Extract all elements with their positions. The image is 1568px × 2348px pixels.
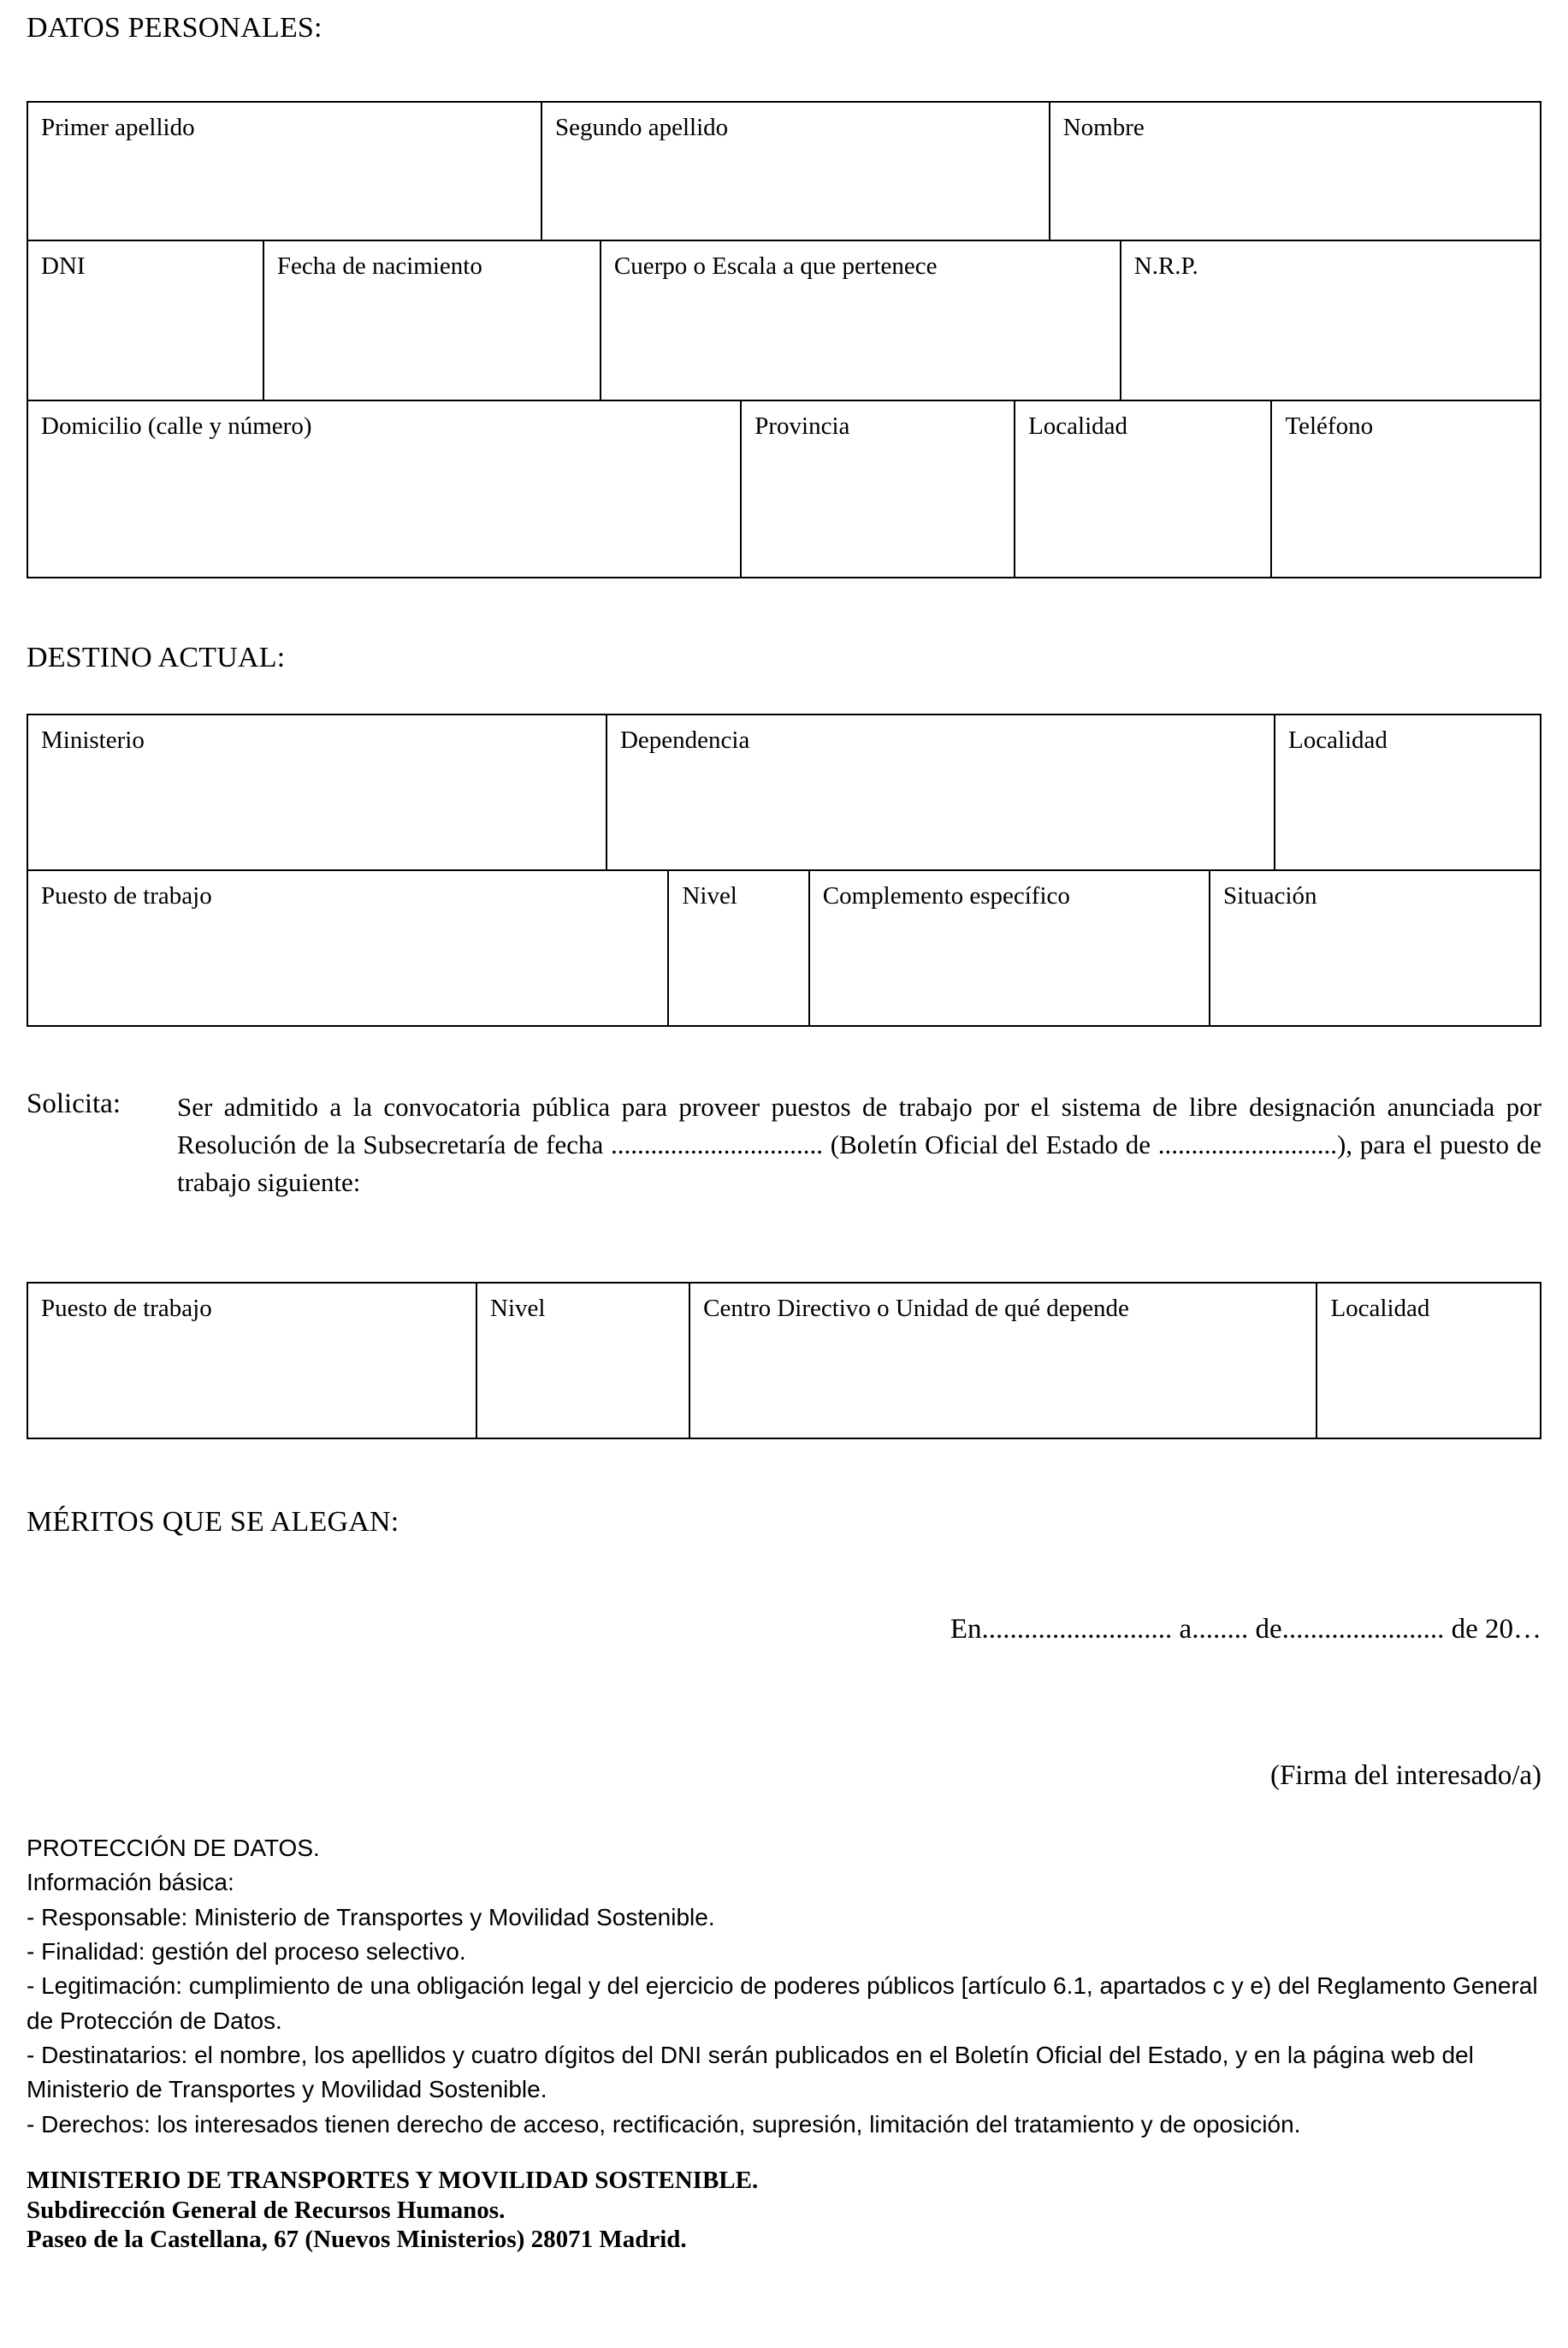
field-label: Fecha de nacimiento [276,252,482,280]
field-domicilio [28,401,740,577]
data-protection-line: - Destinatarios: el nombre, los apellidos y cuatro dígitos del DNI serán publicados en el Boletín Oficial del Estado, y en la página web del Ministerio de Transportes y Movilidad Sostenible. [27,2041,1474,2103]
field-label: Domicilio (calle y número) [41,412,312,440]
field-label: DNI [41,252,86,280]
field-centro-directivo [689,1284,1316,1438]
data-protection-line: - Legitimación: cumplimiento de una obligación legal y del ejercicio de poderes públicos [artículo 6.1, apartados c y e) del Reglamento General de Protección de Datos. [27,1972,1538,2034]
ministry-address: Paseo de la Castellana, 67 (Nuevos Ministerios) 28071 Madrid. [27,2226,687,2254]
section-title-destino-actual: DESTINO ACTUAL: [27,642,286,673]
field-nivel [667,871,808,1025]
field-puesto-solicitado [28,1284,476,1438]
puesto-solicitado-table [27,1282,1541,1439]
data-protection-line: - Derechos: los interesados tienen derecho de acceso, rectificación, supresión, limitación del tratamiento y de oposición. [27,2110,1301,2138]
table-row [28,240,1540,400]
field-ministerio [28,715,606,869]
field-localidad-destino [1274,715,1540,869]
field-label: Situación [1223,882,1317,910]
section-title-meritos: MÉRITOS QUE SE ALEGAN: [27,1506,399,1539]
field-label: Localidad [1287,726,1388,754]
data-protection-title: PROTECCIÓN DE DATOS. [27,1835,320,1862]
field-primer-apellido [28,103,541,240]
table-row [28,715,1540,869]
data-protection-line: - Finalidad: gestión del proceso selectivo. [27,1937,466,1965]
field-fecha-nacimiento [263,241,600,400]
field-label: Complemento específico [822,882,1070,910]
signature-line: (Firma del interesado/a) [1269,1760,1541,1792]
table-row [28,869,1540,1025]
field-provincia [740,401,1014,577]
solicita-label: Solicita: [27,1088,121,1119]
field-nrp [1120,241,1540,400]
data-protection-line: - Responsable: Ministerio de Transportes y Movilidad Sostenible. [27,1903,715,1930]
field-label: Provincia [754,412,850,440]
field-localidad [1014,401,1270,577]
ministry-name: MINISTERIO DE TRANSPORTES Y MOVILIDAD SOSTENIBLE. [27,2166,759,2194]
field-puesto-trabajo [28,871,667,1025]
field-telefono [1270,401,1540,577]
field-localidad-solicitada [1316,1284,1540,1438]
field-label: Primer apellido [41,114,195,141]
field-label: Segundo apellido [555,114,729,141]
field-situacion [1209,871,1540,1025]
field-label: Teléfono [1285,412,1374,440]
table-row [28,103,1540,240]
field-label: Centro Directivo o Unidad de qué depende [703,1295,1129,1323]
solicita-text: Ser admitido a la convocatoria pública para proveer puestos de trabajo por el sistema de libre designación anunciada por Resolución de la Subsecretaría de fecha ................................ (Boletín Oficial del Estado de ...........................), para el puesto de trabajo siguiente: [177,1092,1541,1198]
field-label: Dependencia [619,726,750,754]
field-label: Nombre [1062,114,1145,141]
destino-actual-table [27,714,1541,1027]
data-protection-section [27,1831,1541,2142]
field-label: Puesto de trabajo [41,1295,212,1323]
table-row [28,1284,1540,1438]
field-label: Localidad [1028,412,1128,440]
field-label: Cuerpo o Escala a que pertenece [613,252,938,280]
field-segundo-apellido [541,103,1049,240]
field-label: Puesto de trabajo [41,882,212,910]
field-label: N.R.P. [1133,252,1198,280]
field-complemento-especifico [808,871,1209,1025]
field-dependencia [606,715,1274,869]
field-label: Localidad [1330,1295,1430,1323]
field-label: Nivel [490,1295,546,1323]
table-row [28,400,1540,577]
solicita-section [27,1088,1541,1201]
ministry-footer [27,2166,1541,2255]
field-label: Nivel [682,882,737,910]
field-nivel-solicitado [476,1284,689,1438]
section-title-datos-personales: DATOS PERSONALES: [27,12,322,44]
data-protection-line: Información básica: [27,1869,234,1896]
field-cuerpo-escala [600,241,1120,400]
field-dni [28,241,263,400]
date-place-line: En........................... a........ de....................... de 20… [950,1614,1541,1645]
ministry-department: Subdirección General de Recursos Humanos. [27,2196,506,2224]
field-nombre [1049,103,1540,240]
datos-personales-table [27,101,1541,578]
field-label: Ministerio [41,726,145,754]
